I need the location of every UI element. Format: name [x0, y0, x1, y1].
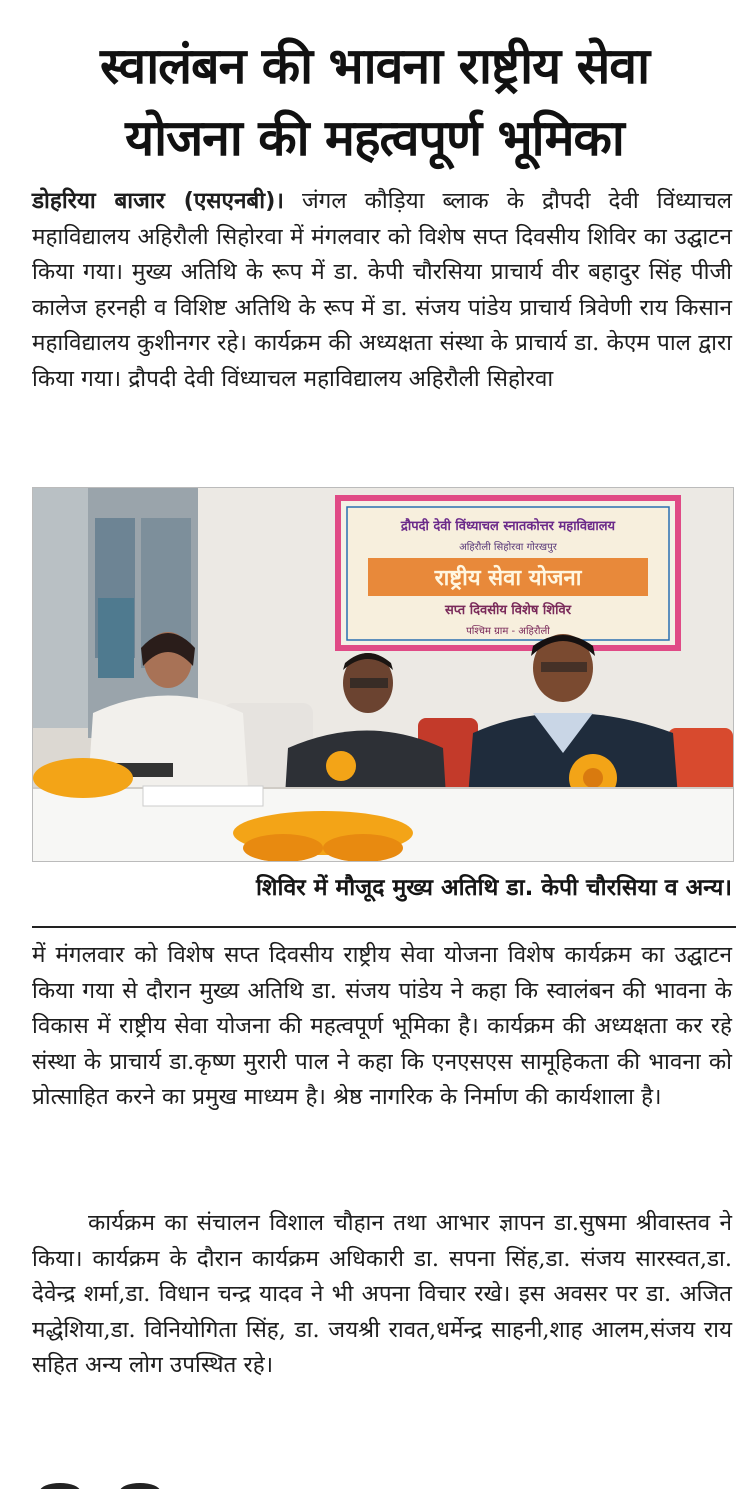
headline-line-2: योजना की महत्वपूर्ण भूमिका [125, 109, 624, 167]
banner-line-3: सप्त दिवसीय विशेष शिविर [444, 603, 572, 618]
banner-line-1: द्रौपदी देवी विंध्याचल स्नातकोत्तर महाविद्यालय [400, 519, 616, 534]
separator-rule [32, 926, 736, 928]
previous-article-cutoff [40, 0, 680, 6]
next-article-cutoff [30, 1474, 190, 1486]
banner [338, 498, 678, 648]
headline-line-1: स्वालंबन की भावना राष्ट्रीय सेवा [99, 37, 650, 95]
photo-caption: शिविर में मौजूद मुख्य अतिथि डा. केपी चौरसिया व अन्य। [255, 875, 732, 901]
banner-line-2: अहिरौली सिहोरवा गोरखपुर [459, 542, 557, 553]
article-paragraph-1 [32, 184, 732, 397]
news-photo [32, 487, 734, 862]
banner-title: राष्ट्रीय सेवा योजना [434, 566, 582, 591]
article-paragraph-3: कार्यक्रम का संचालन विशाल चौहान तथा आभार ज्ञापन डा.सुषमा श्रीवास्तव ने किया। कार्यक्रम के दौरान कार्यक्रम अधिकारी डा. सपना सिंह,डा. संजय सारस्वत,डा. देवेन्द्र शर्मा,डा. विधान चन्द्र यादव ने भी अपना विचार रखे। इस अवसर पर डा. अजित मद्धेशिया,डा. विनियोगिता सिंह, डा. जयश्री रावत,धर्मेन्द्र साहनी,शाह आलम,संजय राय सहित अन्य लोग उपस्थित रहे। [32, 1210, 732, 1378]
dateline: डोहरिया बाजार (एसएनबी)। [32, 188, 284, 214]
article-paragraph-1-text: जंगल कौड़िया ब्लाक के द्रौपदी देवी विंध्याचल महाविद्यालय अहिरौली सिहोरवा में मंगलवार को विशेष सप्त दिवसीय शिविर का उद्घाटन किया गया। मुख्य अतिथि के रूप में डा. केपी चौरसिया प्राचार्य वीर बहादुर सिंह पीजी कालेज हरनही व विशिष्ट अतिथि के रूप में डा. संजय पांडेय प्राचार्य त्रिवेणी राय किसान महाविद्यालय कुशीनगर रहे। कार्यक्रम की अध्यक्षता संस्था के प्राचार्य डा. केएम पाल द्वारा किया गया। द्रौपदी देवी विंध्याचल महाविद्यालय अहिरौली सिहोरवा [32, 188, 733, 392]
banner-line-4: पश्चिम ग्राम - अहिरौली [466, 626, 550, 637]
headline [0, 30, 749, 174]
article-paragraph-2: में मंगलवार को विशेष सप्त दिवसीय राष्ट्रीय सेवा योजना विशेष कार्यक्रम का उद्घाटन किया गया से दौरान मुख्य अतिथि डा. संजय पांडेय ने कहा कि स्वालंबन की भावना के विकास में राष्ट्रीय सेवा योजना की महत्वपूर्ण भूमिका है। कार्यक्रम की अध्यक्षता कर रहे संस्था के प्राचार्य डा.कृष्ण मुरारी पाल ने कहा कि एनएसएस सामूहिकता की भावना को प्रोत्साहित करने का प्रमुख माध्यम है। श्रेष्ठ नागरिक के निर्माण की कार्यशाला है। [32, 942, 732, 1110]
photo-illustration [33, 488, 733, 861]
